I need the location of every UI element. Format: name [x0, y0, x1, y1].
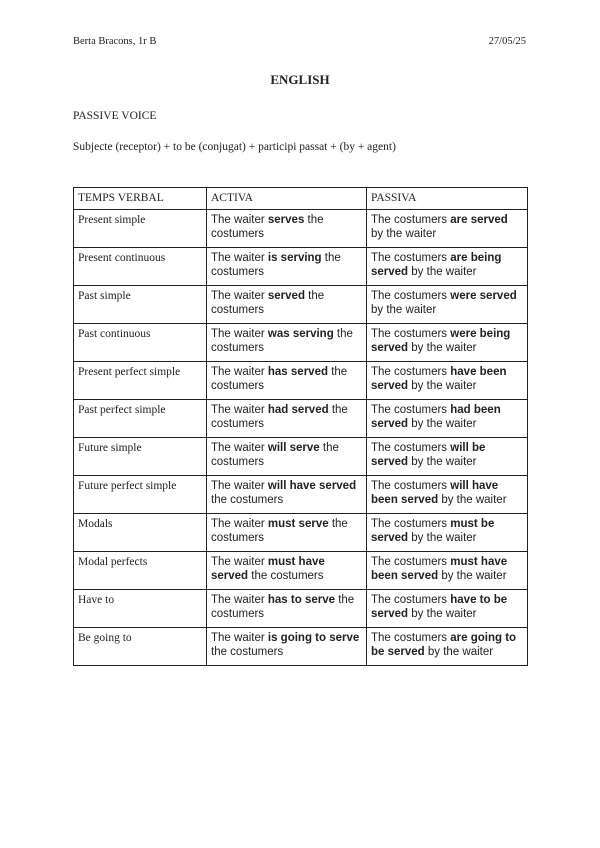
active-cell — [207, 324, 367, 362]
passive-pre-text: The costumers — [371, 480, 451, 492]
active-post-text: the costumers — [211, 518, 348, 544]
active-verb: is serving — [267, 252, 322, 264]
table-row — [74, 628, 528, 666]
passive-cell — [367, 286, 528, 324]
tense-cell: Modal perfects — [74, 552, 207, 590]
active-cell — [207, 552, 367, 590]
active-verb: must have served — [211, 556, 325, 582]
active-pre-text: The waiter — [211, 290, 268, 302]
active-pre-text: The waiter — [211, 252, 268, 264]
active-post-text: the costumers — [211, 646, 284, 658]
active-verb: will serve — [267, 442, 320, 454]
passive-verb: must have been served — [371, 556, 508, 582]
active-verb: must serve — [267, 518, 329, 530]
passive-cell — [367, 514, 528, 552]
active-cell — [207, 514, 367, 552]
active-pre-text: The waiter — [211, 442, 268, 454]
active-cell — [207, 628, 367, 666]
passive-pre-text: The costumers — [371, 252, 451, 264]
passive-post-text: by the waiter — [408, 456, 477, 468]
passive-verb: will have been served — [371, 480, 499, 506]
passive-voice-table — [73, 187, 528, 666]
tense-cell: Be going to — [74, 628, 207, 666]
active-cell — [207, 476, 367, 514]
active-post-text: the costumers — [211, 442, 339, 468]
passive-pre-text: The costumers — [371, 328, 451, 340]
passive-verb: were being served — [371, 328, 511, 354]
section-subtitle: PASSIVE VOICE — [73, 110, 157, 122]
active-pre-text: The waiter — [211, 632, 268, 644]
active-cell — [207, 438, 367, 476]
active-verb: will have served — [267, 480, 357, 492]
passive-verb: are being served — [371, 252, 502, 278]
tense-cell: Present simple — [74, 210, 207, 248]
active-verb: served — [267, 290, 305, 302]
passive-post-text: by the waiter — [408, 532, 477, 544]
active-cell — [207, 362, 367, 400]
active-pre-text: The waiter — [211, 328, 268, 340]
passive-post-text: by the waiter — [424, 646, 494, 658]
passive-verb: are going to be served — [371, 632, 517, 658]
table-row — [74, 514, 528, 552]
passive-cell — [367, 210, 528, 248]
passive-post-text: by the waiter — [371, 304, 437, 316]
passive-post-text: by the waiter — [408, 266, 477, 278]
tense-cell: Present perfect simple — [74, 362, 207, 400]
tense-cell: Past simple — [74, 286, 207, 324]
active-verb: was serving — [267, 328, 334, 340]
table-header-row — [74, 188, 528, 210]
passive-cell — [367, 400, 528, 438]
active-pre-text: The waiter — [211, 480, 268, 492]
active-cell — [207, 400, 367, 438]
active-post-text: the costumers — [211, 494, 284, 506]
passive-pre-text: The costumers — [371, 632, 451, 644]
passive-post-text: by the waiter — [438, 494, 507, 506]
tense-cell: Present continuous — [74, 248, 207, 286]
passive-post-text: by the waiter — [371, 228, 437, 240]
tense-cell: Past continuous — [74, 324, 207, 362]
passive-cell — [367, 552, 528, 590]
table-row — [74, 210, 528, 248]
passive-pre-text: The costumers — [371, 594, 451, 606]
active-verb: is going to serve — [267, 632, 360, 644]
active-verb: has served — [267, 366, 328, 378]
passive-cell — [367, 362, 528, 400]
active-post-text: the costumers — [211, 252, 341, 278]
passive-pre-text: The costumers — [371, 290, 451, 302]
passive-cell — [367, 590, 528, 628]
passive-cell — [367, 476, 528, 514]
active-post-text: the costumers — [211, 328, 353, 354]
table-row — [74, 552, 528, 590]
active-cell — [207, 248, 367, 286]
active-pre-text: The waiter — [211, 556, 268, 568]
tense-cell: Modals — [74, 514, 207, 552]
passive-verb: had been served — [371, 404, 501, 430]
table-row — [74, 324, 528, 362]
date: 27/05/25 — [488, 36, 526, 47]
active-verb: serves — [267, 214, 305, 226]
passive-pre-text: The costumers — [371, 366, 451, 378]
active-verb: has to serve — [267, 594, 336, 606]
active-post-text: the costumers — [248, 570, 324, 582]
passive-pre-text: The costumers — [371, 518, 451, 530]
passive-verb: have been served — [371, 366, 507, 392]
passive-verb: have to be served — [371, 594, 508, 620]
passive-formula: Subjecte (receptor) + to be (conjugat) + participi passat + (by + agent) — [73, 141, 396, 153]
active-cell — [207, 210, 367, 248]
table-row — [74, 438, 528, 476]
passive-post-text: by the waiter — [408, 608, 477, 620]
table-row — [74, 286, 528, 324]
tense-cell: Have to — [74, 590, 207, 628]
table-row — [74, 476, 528, 514]
passive-verb: were served — [450, 290, 517, 302]
active-post-text: the costumers — [211, 214, 324, 240]
passive-cell — [367, 438, 528, 476]
passive-post-text: by the waiter — [408, 380, 477, 392]
header-active: ACTIVA — [207, 188, 367, 210]
active-post-text: the costumers — [211, 366, 348, 392]
active-cell — [207, 590, 367, 628]
passive-pre-text: The costumers — [371, 404, 451, 416]
header-tense: TEMPS VERBAL — [74, 188, 207, 210]
passive-cell — [367, 324, 528, 362]
table-row — [74, 248, 528, 286]
passive-post-text: by the waiter — [408, 342, 477, 354]
passive-post-text: by the waiter — [408, 418, 477, 430]
active-post-text: the costumers — [211, 290, 325, 316]
passive-verb: will be served — [371, 442, 486, 468]
active-pre-text: The waiter — [211, 404, 268, 416]
active-cell — [207, 286, 367, 324]
table-row — [74, 400, 528, 438]
passive-pre-text: The costumers — [371, 442, 451, 454]
active-pre-text: The waiter — [211, 518, 268, 530]
active-post-text: the costumers — [211, 404, 348, 430]
active-pre-text: The waiter — [211, 594, 268, 606]
passive-post-text: by the waiter — [438, 570, 507, 582]
tense-cell: Future simple — [74, 438, 207, 476]
passive-pre-text: The costumers — [371, 556, 451, 568]
passive-verb: must be served — [371, 518, 495, 544]
passive-pre-text: The costumers — [371, 214, 451, 226]
author-line: Berta Bracons, 1r B — [73, 36, 157, 47]
active-pre-text: The waiter — [211, 366, 268, 378]
page-title: ENGLISH — [270, 72, 330, 87]
table-row — [74, 590, 528, 628]
passive-cell — [367, 248, 528, 286]
passive-cell — [367, 628, 528, 666]
active-post-text: the costumers — [211, 594, 355, 620]
active-pre-text: The waiter — [211, 214, 268, 226]
table-row — [74, 362, 528, 400]
tense-cell: Future perfect simple — [74, 476, 207, 514]
header-passive: PASSIVA — [367, 188, 528, 210]
active-verb: had served — [267, 404, 329, 416]
passive-verb: are served — [450, 214, 508, 226]
tense-cell: Past perfect simple — [74, 400, 207, 438]
